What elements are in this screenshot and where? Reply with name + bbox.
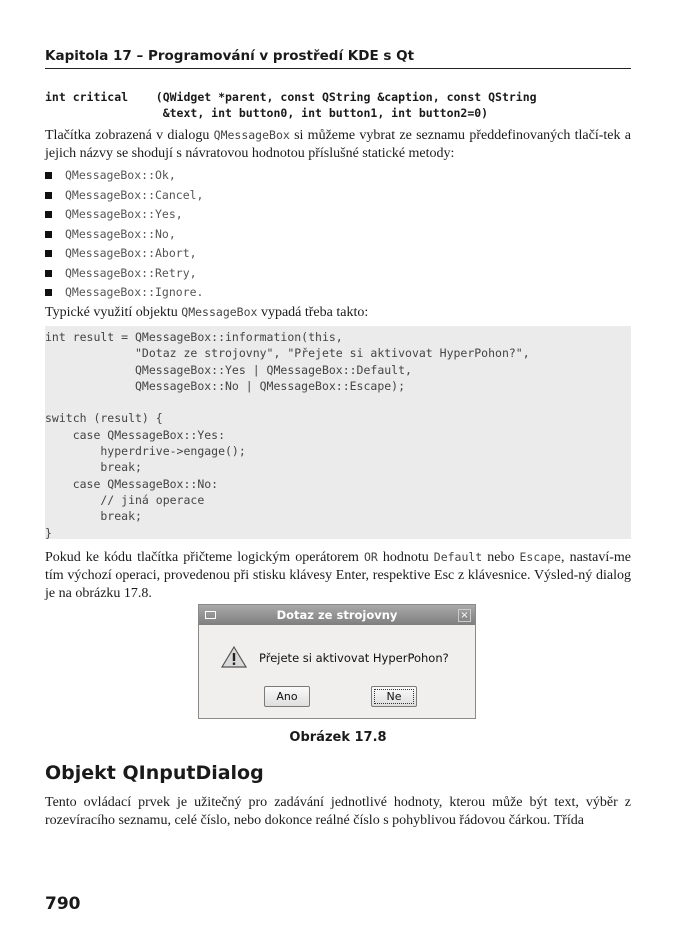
window-menu-icon[interactable] (205, 611, 216, 619)
inline-code: QMessageBox (181, 305, 258, 319)
figure-caption: Obrázek 17.8 (289, 730, 387, 745)
list-item: QMessageBox::Ok, (45, 166, 203, 186)
inline-code: OR (363, 550, 378, 564)
section-heading: Objekt QInputDialog (45, 762, 264, 784)
list-item: QMessageBox::Cancel, (45, 186, 203, 206)
list-item: QMessageBox::Retry, (45, 264, 203, 284)
dialog-title: Dotaz ze strojovny (276, 608, 398, 622)
list-item: QMessageBox::No, (45, 225, 203, 245)
button-constants-list (45, 166, 203, 303)
yes-button[interactable]: Ano (264, 686, 310, 707)
paragraph-usage-intro: Typické využití objektu QMessageBox vypadá třeba takto: (45, 305, 369, 320)
paragraph-qinputdialog: Tento ovládací prvek je užitečný pro zadávání jednotlivé hodnoty, kterou může být text, výběr z rozevíracího seznamu, celé číslo, nebo dokonce reálné číslo s pohyblivou řádovou čárkou. Třída (45, 795, 631, 828)
paragraph-default-escape: Pokud ke kódu tlačítka přičteme logickým operátorem OR hodnotu Default nebo Escape, nastaví-me tím výchozí operaci, provedenou při stisku klávesy Enter, respektive Esc z klávesnice. Výsled-ný dialog je na obrázku 17.8. (45, 550, 631, 601)
dialog-titlebar (199, 605, 475, 625)
list-item: QMessageBox::Yes, (45, 205, 203, 225)
bullet-square-icon (45, 250, 52, 257)
inline-code: Escape (519, 550, 562, 564)
warning-icon (221, 645, 247, 669)
list-item: QMessageBox::Ignore. (45, 283, 203, 303)
bullet-square-icon (45, 270, 52, 277)
inline-code: QMessageBox (213, 128, 290, 142)
bullet-square-icon (45, 192, 52, 199)
bullet-square-icon (45, 231, 52, 238)
no-button[interactable]: Ne (371, 686, 417, 707)
code-listing: int result = QMessageBox::information(this, "Dotaz ze strojovny", "Přejete si aktivovat HyperPohon?", QMessageBox::Yes | QMessageBox::Default, QMessageBox::No | QMessageBox::Escape); switch (result) { case QMessageBox::Yes: hyperdrive->engage(); break; case QMessageBox::No: // jiná operace break; } (45, 326, 631, 539)
list-item: QMessageBox::Abort, (45, 244, 203, 264)
message-box-dialog (198, 604, 476, 719)
bullet-square-icon (45, 211, 52, 218)
page-number: 790 (45, 894, 81, 914)
signature-line-1: int critical (QWidget *parent, const QString &caption, const QString (45, 90, 537, 104)
dialog-message: Přejete si aktivovat HyperPohon? (259, 651, 449, 665)
inline-code: Default (433, 550, 483, 564)
signature-line-2: &text, int button0, int button1, int button2=0) (45, 106, 489, 120)
running-header: Kapitola 17 – Programování v prostředí KDE s Qt (45, 48, 631, 69)
close-button[interactable]: × (458, 609, 471, 622)
bullet-square-icon (45, 172, 52, 179)
function-signature (45, 89, 537, 121)
bullet-square-icon (45, 289, 52, 296)
paragraph-buttons-intro: Tlačítka zobrazená v dialogu QMessageBox si můžeme vybrat ze seznamu předdefinovaných tlačí-tek a jejich názvy se shodují s návratovou hodnotou příslušné statické metody: (45, 128, 631, 161)
